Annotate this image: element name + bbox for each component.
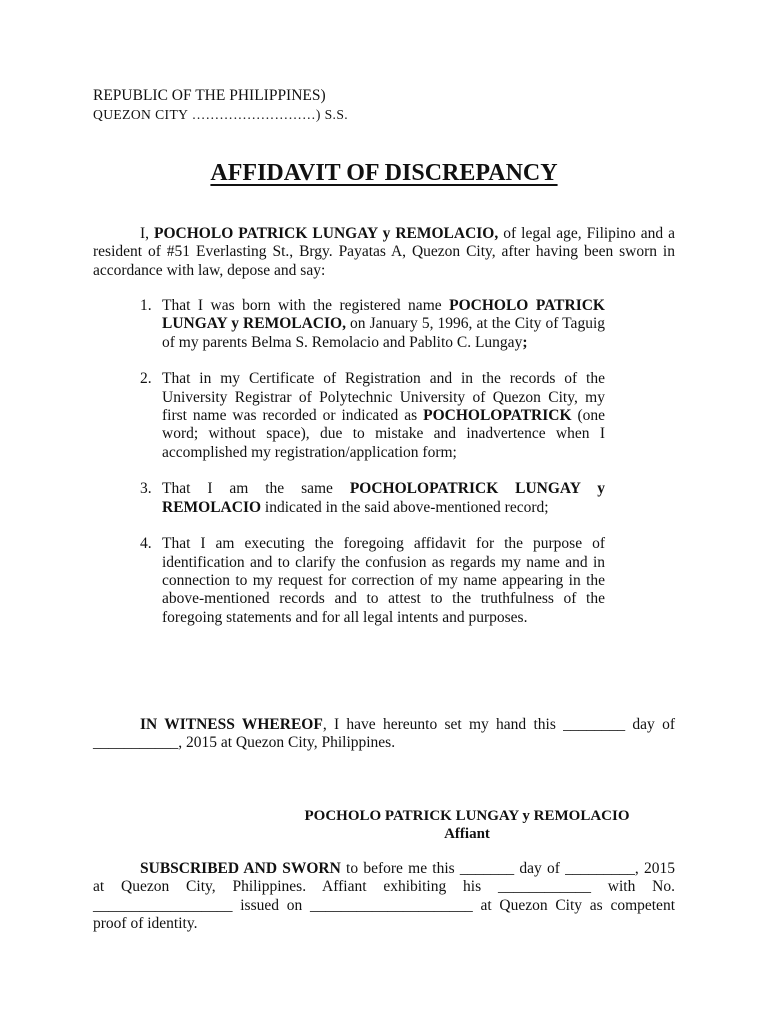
item-text: That in my Certificate of Registration and in the records of the University Registrar of Polytechnic University of Quezon City, my first name was recorded or indicated as bbox=[162, 370, 605, 424]
list-item bbox=[93, 297, 605, 352]
item-end-punctuation: ; bbox=[522, 333, 528, 351]
intro-prefix: I, bbox=[140, 225, 155, 242]
list-item bbox=[93, 535, 605, 626]
witness-heading: IN WITNESS WHEREOF bbox=[140, 716, 323, 733]
item-text: That I was born with the registered name bbox=[162, 297, 450, 314]
item-number: 1. bbox=[140, 297, 152, 314]
intro-paragraph bbox=[93, 225, 675, 280]
list-item bbox=[93, 480, 605, 517]
venue-dots: ……………………… bbox=[191, 107, 316, 123]
item-number: 2. bbox=[140, 370, 152, 388]
jurat-heading: SUBSCRIBED AND SWORN bbox=[140, 860, 341, 877]
item-text-continued: on January 5, 1996, at the City of Taguig of my parents Belma S. Remolacio and Pablito C. Lungay bbox=[162, 315, 605, 351]
item-text: That I am the same bbox=[162, 480, 350, 498]
intro-text: of legal age, Filipino and a resident of #51 Everlasting St., Brgy. Payatas A, Quezon City, after having been sworn in accordance with law, depose and say: bbox=[93, 225, 675, 279]
affiant-name: POCHOLO PATRICK LUNGAY y REMOLACIO bbox=[304, 808, 630, 824]
witness-text: , I have hereunto set my hand this ________ day of ___________, 2015 at Quezon City, Philippines. bbox=[93, 716, 675, 752]
jurat-paragraph bbox=[93, 860, 675, 933]
venue-city-line bbox=[93, 106, 348, 124]
venue-city: QUEZON CITY bbox=[93, 107, 188, 123]
item-text-continued: indicated in the said above-mentioned record; bbox=[261, 498, 549, 516]
witness-paragraph bbox=[93, 716, 675, 753]
item-text-continued: (one word; without space), due to mistake and inadvertence when I accomplished my registration/application form; bbox=[162, 406, 606, 461]
intro-affiant-name: POCHOLO PATRICK LUNGAY y REMOLACIO, bbox=[154, 225, 499, 242]
item-bold-text: POCHOLO PATRICK LUNGAY y REMOLACIO, bbox=[162, 297, 605, 333]
jurat-text: to before me this _______ day of _________, 2015 at Quezon City, Philippines. Affiant exhibiting his ____________ with No. __________________ issued on _____________________ at Quezon City as competent proof of identity. bbox=[93, 860, 675, 932]
item-text: That I am executing the foregoing affidavit for the purpose of identification and to clarify the confusion as regards my name and in connection to my request for correction of my name appearing in the above-mentioned records and to attest to the truthfulness of the foregoing statements and for all legal intents and purposes. bbox=[162, 535, 605, 626]
item-bold-text: POCHOLOPATRICK LUNGAY y REMOLACIO bbox=[162, 480, 605, 516]
document-title: AFFIDAVIT OF DISCREPANCY bbox=[210, 160, 558, 186]
deposition-list bbox=[93, 297, 605, 645]
venue-ss: ) S.S. bbox=[315, 107, 349, 123]
item-bold-text: POCHOLOPATRICK bbox=[423, 406, 572, 424]
affiant-label: Affiant bbox=[444, 826, 490, 843]
affiant-signature-block bbox=[260, 807, 674, 844]
venue-republic: REPUBLIC OF THE PHILIPPINES) bbox=[93, 87, 326, 104]
list-item bbox=[93, 370, 605, 461]
item-number: 4. bbox=[140, 535, 152, 553]
venue-heading bbox=[93, 87, 348, 125]
item-number: 3. bbox=[140, 480, 152, 498]
